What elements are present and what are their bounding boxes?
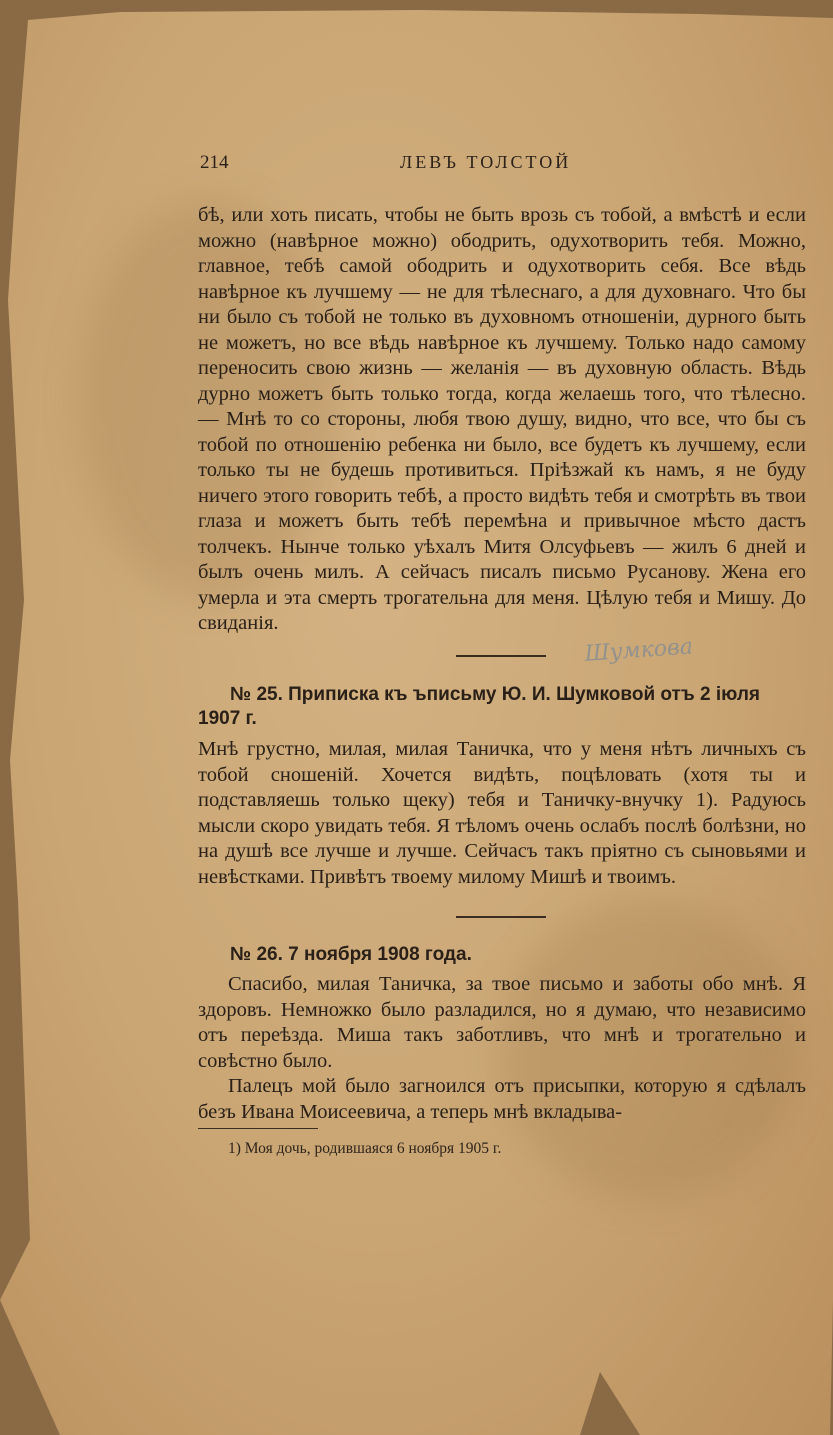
running-title: ЛЕВЪ ТОЛСТОЙ <box>400 152 572 172</box>
handwritten-note: Шумкова <box>583 634 694 667</box>
footnote-rule <box>198 1128 318 1129</box>
footnote: 1) Моя дочь, родившаяся 6 ноября 1905 г. <box>228 1140 502 1157</box>
running-header <box>200 152 780 182</box>
paragraph: Спасибо, милая Таничка, за твое письмо и заботы обо мнѣ. Я здоровъ. Немножко было разладился, но я думаю, что независимо отъ переѣзда. Миша такъ заботливъ, что мнѣ и трогательно и совѣстно было. <box>198 973 806 1072</box>
letter-26-heading: № 26. 7 ноября 1908 года. <box>230 944 472 965</box>
paragraph: бѣ, или хоть писать, чтобы не быть врозь съ тобой, а вмѣстѣ и если можно (навѣрное можно) ободрить, одухотворить тебя. Можно, главное, тебѣ самой ободрить и одухотворить себя. Все вѣдь навѣрное къ лучшему — не для тѣлеснаго, а для духовнаго. Что бы ни было съ тобой не только въ духовномъ отношеніи, дурного быть не можетъ, но все вѣдь навѣрное къ лучшему. Только надо самому переносить свою жизнь — желанія — въ духовную область. Вѣдь дурно можетъ быть только тогда, когда желаешь того, что тѣлесно. — Мнѣ то со стороны, любя твою душу, видно, что все, что бы съ тобой по отношенію ребенка ни было, все будетъ къ лучшему, если только ты не будешь противиться. Пріѣзжай къ намъ, я не буду ничего этого говорить тебѣ, а просто видѣть тебя и смотрѣть въ твои глаза и можетъ быть тебѣ перемѣна и привычное мѣсто дастъ толчекъ. Нынче только уѣхалъ Митя Олсуфьевъ — жилъ 6 дней и былъ очень милъ. А сейчасъ писалъ письмо Русанову. Жена его умерла и эта смерть трогательна для меня. Цѣлую тебя и Мишу. До свиданія. <box>198 204 806 634</box>
letter-24-body <box>198 203 806 637</box>
letter-26-body <box>198 972 806 1125</box>
section-divider <box>456 655 546 657</box>
paragraph: Палецъ мой было загноился отъ присыпки, которую я сдѣлалъ безъ Ивана Моисеевича, а теперь мнѣ вкладыва- <box>198 1075 806 1123</box>
section-divider <box>456 916 546 918</box>
letter-25-heading: № 25. Приписка къ ъписьму Ю. И. Шумковой отъ 2 іюля 1907 г. <box>198 684 761 729</box>
letter-25-body <box>198 737 806 890</box>
paragraph: Мнѣ грустно, милая, милая Таничка, что у меня нѣтъ личныхъ съ тобой сношеній. Хочется видѣть, поцѣловать (хотя ты и подставляешь только щеку) тебя и Таничку-внучку 1). Радуюсь мысли скоро увидать тебя. Я тѣломъ очень ослабъ послѣ болѣзни, но на душѣ все лучше и лучше. Сейчасъ такъ пріятно съ сыновьями и невѣстками. Привѣтъ твоему милому Мишѣ и твоимъ. <box>198 738 806 888</box>
page-number: 214 <box>200 152 229 173</box>
